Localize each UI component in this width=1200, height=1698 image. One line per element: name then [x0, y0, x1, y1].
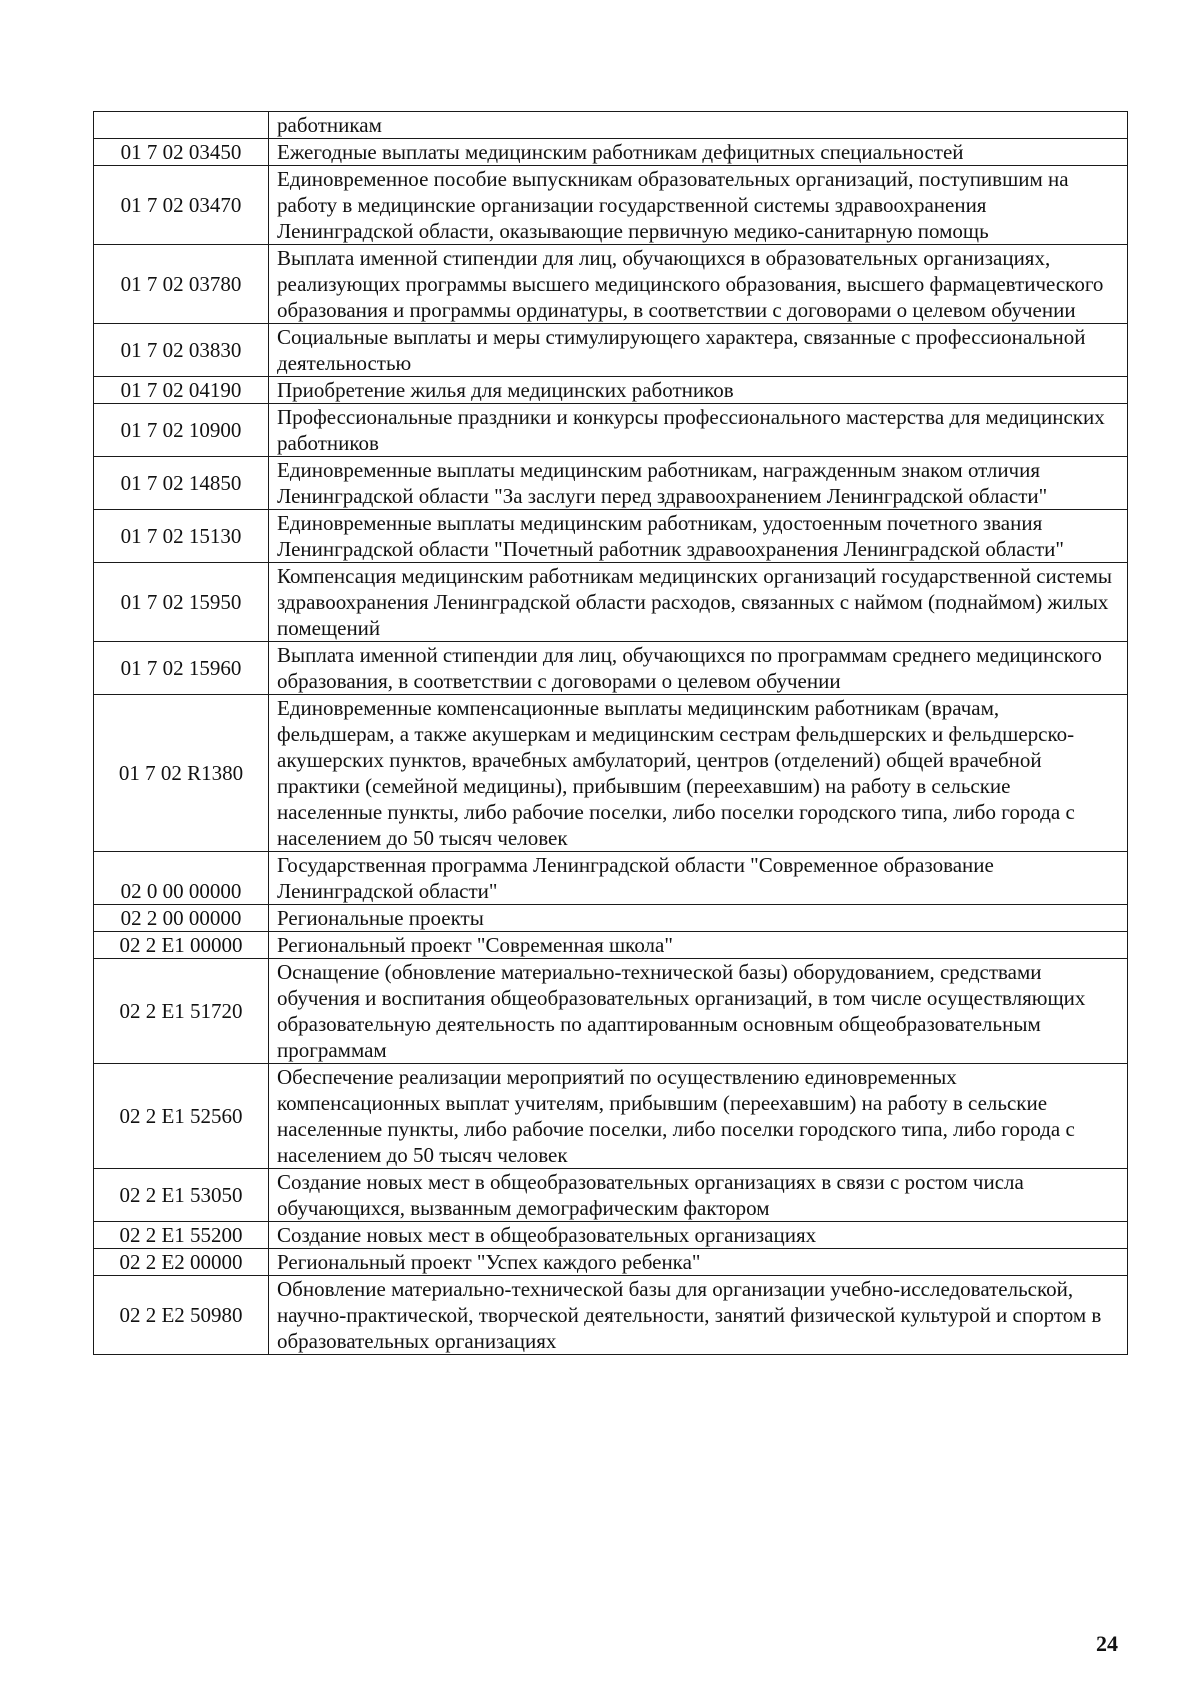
description-cell: Выплата именной стипендии для лиц, обучающихся по программам среднего медицинского образования, в соответствии с договорами о целевом обучении	[269, 642, 1128, 695]
description-cell: Единовременные выплаты медицинским работникам, удостоенным почетного звания Ленинградской области "Почетный работник здравоохранения Ленинградской области"	[269, 510, 1128, 563]
code-cell	[94, 112, 269, 139]
code-cell: 02 2 E1 00000	[94, 932, 269, 959]
budget-code-table	[93, 111, 1128, 1355]
table-row	[94, 1222, 1128, 1249]
code-cell: 02 2 E1 51720	[94, 959, 269, 1064]
code-cell: 02 2 00 00000	[94, 905, 269, 932]
table-row	[94, 1249, 1128, 1276]
table-row	[94, 1276, 1128, 1355]
table-row	[94, 852, 1128, 905]
description-cell: Единовременные компенсационные выплаты медицинским работникам (врачам, фельдшерам, а также акушеркам и медицинским сестрам фельдшерских и фельдшерско-акушерских пунктов, врачебных амбулаторий, центров (отделений) общей врачебной практики (семейной медицины), прибывшим (переехавшим) на работу в сельские населенные пункты, либо рабочие поселки, либо поселки городского типа, либо города с населением до 50 тысяч человек	[269, 695, 1128, 852]
table-row	[94, 510, 1128, 563]
code-cell: 01 7 02 03780	[94, 245, 269, 324]
description-cell: Обеспечение реализации мероприятий по осуществлению единовременных компенсационных выплат учителям, прибывшим (переехавшим) на работу в сельские населенные пункты, либо рабочие поселки, либо поселки городского типа, либо города с населением до 50 тысяч человек	[269, 1064, 1128, 1169]
code-cell: 01 7 02 03830	[94, 324, 269, 377]
description-cell: Государственная программа Ленинградской области "Современное образование Ленинградской области"	[269, 852, 1128, 905]
table-row	[94, 642, 1128, 695]
description-cell: Единовременное пособие выпускникам образовательных организаций, поступившим на работу в медицинские организации государственной системы здравоохранения Ленинградской области, оказывающие первичную медико-санитарную помощь	[269, 166, 1128, 245]
table-row	[94, 932, 1128, 959]
table-row	[94, 457, 1128, 510]
table-row	[94, 695, 1128, 852]
description-cell: Социальные выплаты и меры стимулирующего характера, связанные с профессиональной деятельностью	[269, 324, 1128, 377]
description-cell: работникам	[269, 112, 1128, 139]
code-cell: 02 2 E1 53050	[94, 1169, 269, 1222]
description-cell: Создание новых мест в общеобразовательных организациях	[269, 1222, 1128, 1249]
table-row	[94, 563, 1128, 642]
code-cell: 01 7 02 10900	[94, 404, 269, 457]
page-number: 24	[1096, 1631, 1118, 1656]
code-cell: 01 7 02 14850	[94, 457, 269, 510]
table-row	[94, 1064, 1128, 1169]
code-cell: 01 7 02 15950	[94, 563, 269, 642]
description-cell: Оснащение (обновление материально-технической базы) оборудованием, средствами обучения и воспитания общеобразовательных организаций, в том числе осуществляющих образовательную деятельность по адаптированным основным общеобразовательным программам	[269, 959, 1128, 1064]
code-cell: 02 2 E1 52560	[94, 1064, 269, 1169]
table-row	[94, 112, 1128, 139]
description-cell: Единовременные выплаты медицинским работникам, награжденным знаком отличия Ленинградской области "За заслуги перед здравоохранением Ленинградской области"	[269, 457, 1128, 510]
description-cell: Региональные проекты	[269, 905, 1128, 932]
table-row	[94, 166, 1128, 245]
code-cell: 01 7 02 15130	[94, 510, 269, 563]
table-row	[94, 905, 1128, 932]
description-cell: Региональный проект "Современная школа"	[269, 932, 1128, 959]
code-cell: 01 7 02 15960	[94, 642, 269, 695]
table-row	[94, 404, 1128, 457]
code-cell: 01 7 02 04190	[94, 377, 269, 404]
code-cell: 02 2 E2 50980	[94, 1276, 269, 1355]
description-cell: Выплата именной стипендии для лиц, обучающихся в образовательных организациях, реализующих программы высшего медицинского образования, высшего фармацевтического образования и программы ординатуры, в соответствии с договорами о целевом обучении	[269, 245, 1128, 324]
description-cell: Профессиональные праздники и конкурсы профессионального мастерства для медицинских работников	[269, 404, 1128, 457]
description-cell: Компенсация медицинским работникам медицинских организаций государственной системы здравоохранения Ленинградской области расходов, связанных с наймом (поднаймом) жилых помещений	[269, 563, 1128, 642]
code-cell: 02 0 00 00000	[94, 852, 269, 905]
table-row	[94, 324, 1128, 377]
table-row	[94, 139, 1128, 166]
code-cell: 01 7 02 03470	[94, 166, 269, 245]
table-row	[94, 245, 1128, 324]
description-cell: Ежегодные выплаты медицинским работникам дефицитных специальностей	[269, 139, 1128, 166]
description-cell: Региональный проект "Успех каждого ребенка"	[269, 1249, 1128, 1276]
description-cell: Обновление материально-технической базы для организации учебно-исследовательской, научно-практической, творческой деятельности, занятий физической культурой и спортом в образовательных организациях	[269, 1276, 1128, 1355]
code-cell: 01 7 02 R1380	[94, 695, 269, 852]
code-cell: 02 2 E2 00000	[94, 1249, 269, 1276]
table-row	[94, 1169, 1128, 1222]
description-cell: Создание новых мест в общеобразовательных организациях в связи с ростом числа обучающихся, вызванным демографическим фактором	[269, 1169, 1128, 1222]
code-cell: 01 7 02 03450	[94, 139, 269, 166]
table-row	[94, 959, 1128, 1064]
table-row	[94, 377, 1128, 404]
description-cell: Приобретение жилья для медицинских работников	[269, 377, 1128, 404]
code-cell: 02 2 E1 55200	[94, 1222, 269, 1249]
